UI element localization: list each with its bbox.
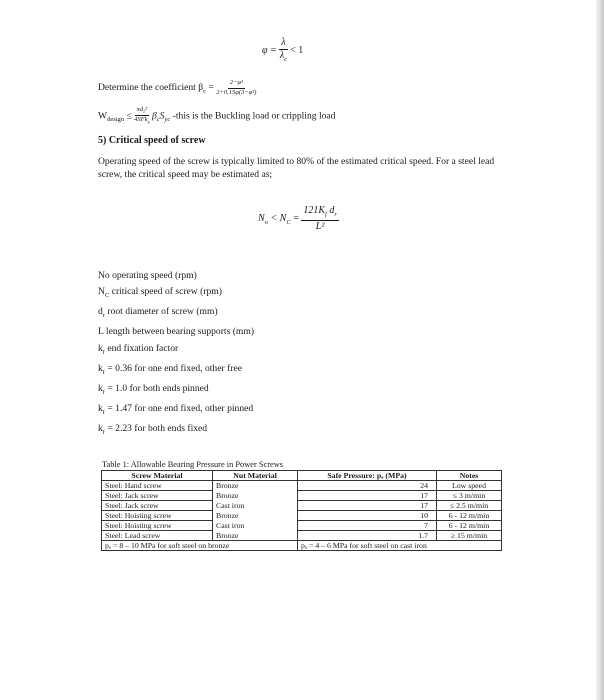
table-footer-row bbox=[102, 541, 502, 551]
section-heading: 5) Critical speed of screw bbox=[98, 135, 206, 146]
table-row: Steel: Hoisting screw Cast iron 7 6 - 12 m/min bbox=[102, 521, 502, 531]
header-nut-material: Nut Material bbox=[213, 471, 298, 481]
definition-item: No operating speed (rpm) bbox=[98, 270, 197, 281]
wdesign-beta: β bbox=[152, 110, 157, 122]
table-row: Steel: Jack screw Bronze 17 ≤ 3 m/min bbox=[102, 491, 502, 501]
bearing-pressure-table bbox=[101, 470, 502, 551]
definition-item: $k_f = 2.23$ for both ends fixed bbox=[98, 423, 208, 436]
definition-item: $k_f = 1.47$ for one end fixed, other pinned bbox=[98, 402, 254, 416]
definitions-list bbox=[98, 268, 254, 441]
phi-lhs: φ = bbox=[262, 45, 277, 57]
header-safe-pressure: Safe Pressure: pₐ (MPa) bbox=[298, 471, 437, 481]
phi-denominator: λ bbox=[279, 50, 285, 61]
beta-prefix-sub: c bbox=[203, 88, 207, 96]
footer-bronze: pₐ = 8 – 10 MPa for soft steel on bronze bbox=[102, 541, 298, 551]
critical-numerator-d: d bbox=[326, 205, 335, 216]
phi-denominator-sub: c bbox=[284, 56, 288, 63]
wdesign-le: ≤ bbox=[126, 110, 132, 122]
wdesign-fraction bbox=[134, 107, 149, 125]
critical-numerator-d-sub: r bbox=[334, 211, 337, 218]
beta-denominator: 2+0.15φ(3−φ²) bbox=[216, 88, 257, 96]
critical-lhs: N bbox=[258, 213, 265, 225]
definition-item: $N_C$ critical speed of screw (rpm) bbox=[98, 286, 222, 300]
beta-fraction bbox=[216, 80, 256, 96]
critical-numerator-sub: f bbox=[325, 211, 327, 218]
wdesign-denominator-sub: s bbox=[147, 118, 150, 125]
wdesign-text: -this is the Buckling load or crippling load bbox=[172, 110, 336, 122]
critical-numerator: 121K bbox=[303, 205, 325, 216]
table-row: Steel: Lead screw Bronze 1.7 ≥ 15 m/min bbox=[102, 531, 502, 541]
wdesign-formula bbox=[98, 107, 335, 125]
phi-fraction bbox=[279, 38, 287, 64]
critical-fraction bbox=[301, 206, 339, 232]
beta-numerator: 2−φ² bbox=[228, 80, 245, 89]
wdesign-denominator: 4SFk bbox=[134, 115, 148, 123]
table-row: Steel: Hand screw Bronze 24 Low speed bbox=[102, 481, 502, 491]
header-screw-material: Screw Material bbox=[102, 471, 213, 481]
wdesign-w: W bbox=[98, 110, 108, 122]
table-row: Steel: Hoisting screw Bronze 10 6 - 12 m/min bbox=[102, 511, 502, 521]
beta-prefix: Determine the coefficient β bbox=[98, 82, 204, 94]
wdesign-s-sub: yc bbox=[164, 116, 171, 124]
beta-formula bbox=[98, 80, 256, 96]
definition-item: $k_f = 1.0$ for both ends pinned bbox=[98, 382, 209, 396]
table-header-row bbox=[102, 471, 502, 481]
wdesign-w-sub: design bbox=[107, 116, 125, 124]
section-paragraph: Operating speed of the screw is typically limited to 80% of the estimated critical speed. For a steel lead screw, the critical speed may be estimated as; bbox=[98, 156, 495, 180]
phi-numerator: λ bbox=[281, 37, 286, 48]
header-notes: Notes bbox=[437, 471, 502, 481]
definition-item: $k_f$ end fixation factor bbox=[98, 342, 179, 356]
table-row: Steel: Jack screw Cast iron 17 ≤ 2.5 m/min bbox=[102, 501, 502, 511]
wdesign-beta-sub: c bbox=[156, 116, 160, 124]
definition-item: $d_r$ root diameter of screw (mm) bbox=[98, 306, 218, 320]
footer-cast-iron: pₐ = 4 – 6 MPa for soft steel on cast iron bbox=[298, 541, 502, 551]
critical-speed-formula bbox=[258, 206, 339, 232]
critical-lt: < N bbox=[270, 213, 287, 225]
critical-lhs-sub: o bbox=[264, 219, 268, 227]
definition-item: L length between bearing supports (mm) bbox=[98, 326, 255, 338]
wdesign-numerator: πd₂² bbox=[135, 107, 150, 116]
wdesign-s: S bbox=[159, 110, 165, 122]
beta-equals: = bbox=[208, 82, 214, 94]
phi-formula bbox=[262, 38, 303, 64]
page-edge-shadow bbox=[596, 0, 604, 700]
critical-equals: = bbox=[293, 213, 299, 225]
critical-denominator: L² bbox=[315, 220, 325, 232]
table-caption: Table 1: Allowable Bearing Pressure in Power Screws bbox=[102, 460, 284, 469]
definition-item: $k_f = 0.36$ for one end fixed, other free bbox=[98, 362, 242, 376]
critical-lt-sub: C bbox=[286, 219, 291, 227]
phi-rhs: < 1 bbox=[290, 45, 304, 57]
